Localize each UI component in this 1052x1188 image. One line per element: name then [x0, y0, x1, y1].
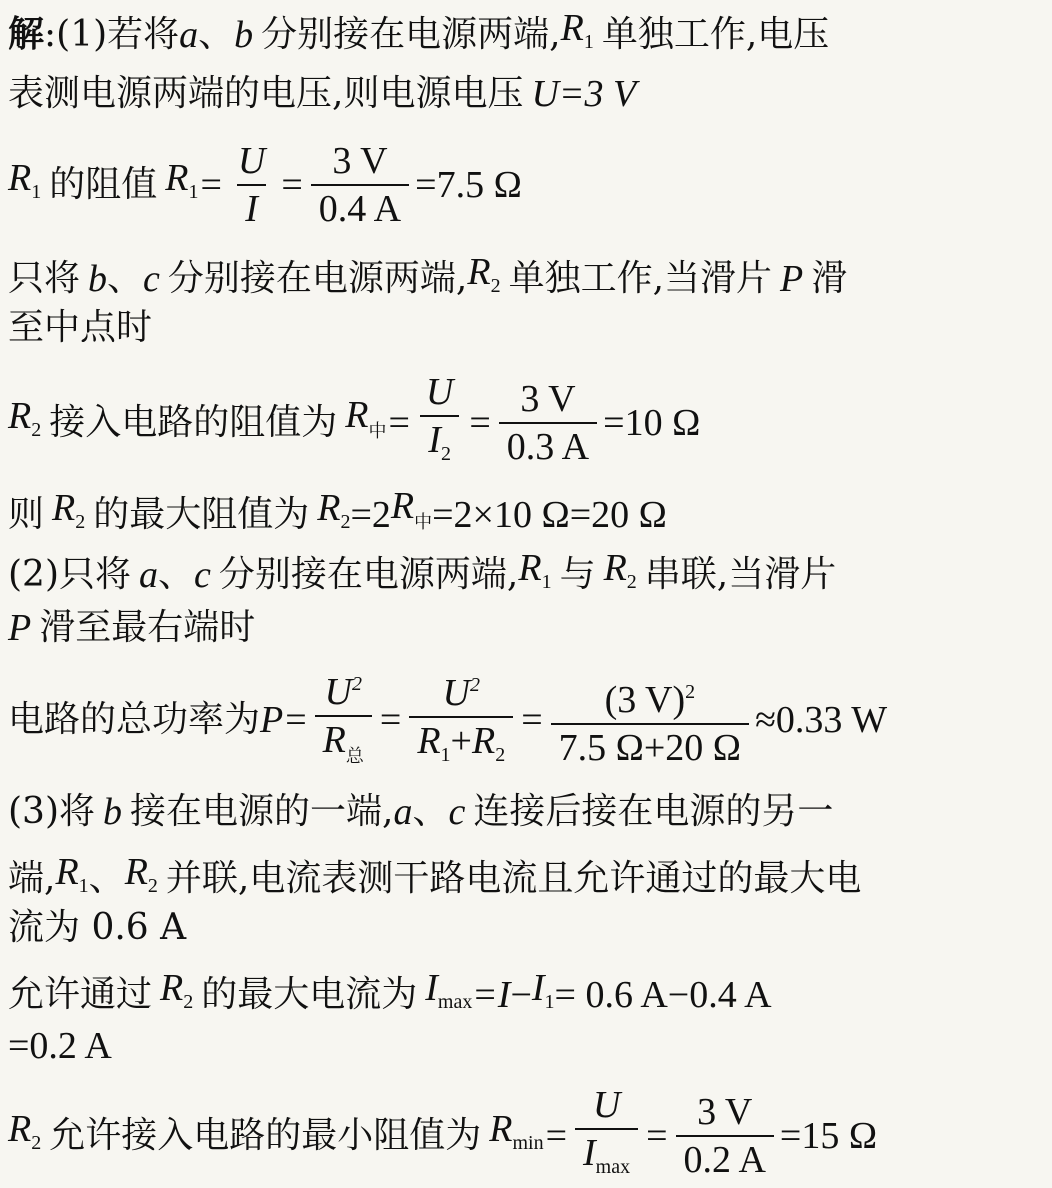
text: 则 — [8, 493, 45, 535]
var-r2: $R_2$ — [317, 486, 351, 533]
text: :(1)若将 — [44, 14, 180, 55]
var-b: b — [103, 791, 122, 833]
text: =2 — [350, 493, 391, 536]
text: 分别接在电源两端, — [218, 554, 519, 595]
equals: = — [388, 402, 410, 444]
var-p: P — [260, 699, 284, 741]
var-r1: $R_1$ — [55, 851, 89, 897]
text: 接入电路的阻值为 — [49, 402, 338, 443]
line-7 — [8, 484, 1048, 545]
text: 连接后接在电源的另一 — [473, 791, 834, 832]
line-3 — [8, 140, 1048, 230]
text: (2)只将 — [8, 554, 131, 595]
fraction-3v-over-04a: $\frac{3 V}{0.4 A}$ — [311, 140, 409, 230]
var-r2: $R_2$ — [124, 851, 158, 897]
equals: = — [545, 1115, 568, 1157]
text: 分别接在电源两端, — [261, 14, 561, 55]
line-16 — [8, 1084, 1048, 1184]
fraction-3v-over-02a: $\frac{3 V}{0.2 A}$ — [676, 1091, 774, 1181]
equals: = — [469, 402, 491, 444]
equals: = — [521, 699, 543, 741]
fraction-u2-over-r1-plus-r2: $\frac{U^2}{R_1+R_2}$ — [409, 664, 513, 776]
var-r2: $R_2$ — [467, 251, 501, 297]
text: 只将 — [8, 258, 81, 299]
text: 的最大阻值为 — [93, 493, 310, 535]
var-r2: $R_2$ — [8, 1108, 42, 1154]
equals: = — [474, 974, 496, 1016]
text: 的最大电流为 — [201, 974, 418, 1015]
text: 允许接入电路的最小阻值为 — [49, 1115, 482, 1156]
var-r-zhong: $R_中$ — [390, 485, 433, 533]
text: 至中点时 — [8, 307, 153, 348]
var-r1: $R_1$ — [165, 157, 199, 203]
equals: = — [200, 164, 222, 206]
text: 分别接在电源两端, — [167, 258, 468, 299]
var-i-max: $I_{max}$ — [425, 967, 473, 1013]
solution-label: 解 — [8, 14, 45, 55]
var-r1: $R_1$ — [560, 7, 594, 53]
line-15 — [8, 1024, 1048, 1068]
text: 单独工作,当滑片 — [508, 258, 773, 299]
equals: = — [281, 164, 303, 206]
text: 并联,电流表测干路电流且允许通过的最大电 — [165, 858, 862, 899]
line-13 — [8, 906, 1048, 950]
equals: = — [646, 1115, 668, 1157]
var-b: b — [88, 258, 108, 300]
fraction-3v-sq-over-sum: $\frac{(3 V)^2}{7.5 \Omega+20 \Omega}$ — [551, 671, 749, 769]
equals: = — [379, 699, 402, 741]
equals: = — [285, 699, 307, 741]
var-r-zhong: $R_中$ — [345, 393, 387, 442]
result: =10 Ω — [603, 402, 701, 444]
line-9 — [8, 606, 1048, 650]
var-c: c — [143, 258, 160, 300]
text: 电路的总功率为 — [8, 699, 261, 740]
var-r2: $R_2$ — [8, 395, 42, 441]
var-c: c — [194, 554, 211, 596]
var-a: a — [179, 14, 199, 56]
line-12 — [8, 850, 1048, 908]
minus: − — [510, 974, 532, 1016]
var-r2: $R_2$ — [160, 967, 194, 1013]
var-r2: $R_2$ — [603, 547, 637, 593]
line-11 — [8, 790, 1048, 834]
equation: U=3 V — [531, 73, 637, 115]
text: 、 — [107, 258, 144, 299]
text: 、 — [88, 858, 125, 899]
var-a: a — [393, 791, 413, 833]
result: ≈0.33 W — [755, 699, 888, 741]
text: 的阻值 — [49, 164, 158, 205]
text: 滑至最右端时 — [39, 607, 256, 648]
text: 、 — [158, 554, 195, 595]
fraction-u2-over-rzong: $\frac{U^2}{R_总}$ — [315, 663, 372, 778]
fraction-u-over-i: $\frac{U}{I}$ — [237, 140, 266, 230]
equation: =0.2 A — [8, 1025, 112, 1067]
text: 单独工作,电压 — [601, 14, 830, 55]
equation: = 0.6 A−0.4 A — [554, 974, 772, 1016]
line-1 — [8, 6, 1048, 64]
line-8 — [8, 546, 1048, 604]
text: 端, — [8, 858, 56, 899]
var-b: b — [234, 14, 254, 56]
var-c: c — [448, 791, 466, 833]
text: 串联,当滑片 — [644, 554, 837, 595]
var-r1: $R_1$ — [518, 547, 552, 593]
line-6 — [8, 371, 1048, 470]
result: =15 Ω — [779, 1115, 878, 1157]
var-r-min: $R_{min}$ — [489, 1108, 544, 1154]
text: 与 — [559, 554, 596, 595]
text: 、 — [198, 14, 235, 55]
var-p: P — [780, 258, 804, 300]
var-p: P — [8, 607, 32, 649]
fraction-3v-over-03a: $\frac{3 V}{0.3 A}$ — [499, 378, 597, 468]
result: =7.5 Ω — [415, 164, 522, 206]
var-i: I — [497, 974, 511, 1016]
text: 滑 — [811, 258, 848, 299]
line-5 — [8, 306, 1048, 350]
line-10 — [8, 670, 1048, 770]
fraction-u-over-imax: $\frac{U}{I_{max}}$ — [575, 1084, 638, 1188]
var-i1: $I_1$ — [531, 967, 555, 1013]
line-14 — [8, 966, 1048, 1024]
text: 、 — [412, 791, 449, 832]
line-4 — [8, 250, 1048, 308]
text: 表测电源两端的电压,则电源电压 — [8, 73, 524, 114]
text: (3)将 — [8, 791, 95, 832]
equation: =2×10 Ω=20 Ω — [432, 493, 667, 536]
text: 接在电源的一端, — [130, 791, 394, 832]
text: 流为 0.6 A — [8, 907, 187, 948]
line-2 — [8, 72, 1048, 116]
text: 允许通过 — [8, 974, 153, 1015]
fraction-u-over-i2: $\frac{U}{I_2}$ — [418, 371, 461, 475]
var-a: a — [139, 554, 158, 596]
var-r1: $R_1$ — [8, 157, 42, 203]
var-r2: $R_2$ — [52, 486, 86, 533]
